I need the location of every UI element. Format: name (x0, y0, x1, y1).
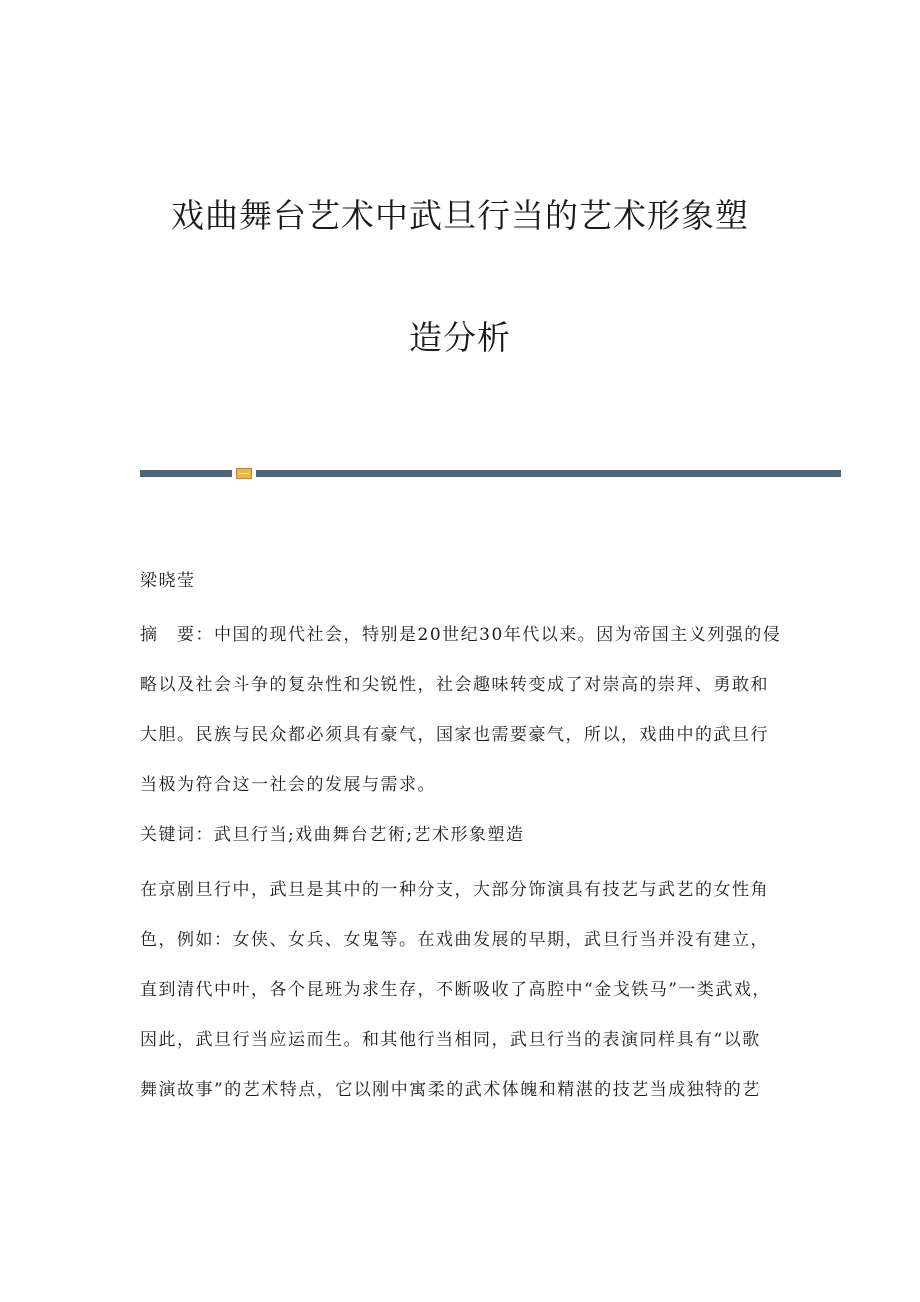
body-line: 因此，武旦行当应运而生。和其他行当相同，武旦行当的表演同样具有“以歌 (140, 1030, 761, 1050)
body-paragraph (140, 875, 780, 1125)
body-line: 在京剧旦行中，武旦是其中的一种分支，大部分饰演具有技艺与武艺的女性角 (140, 880, 769, 900)
abstract-line: 摘 要：中国的现代社会，特别是20世纪30年代以来。因为帝国主义列强的侵 (140, 625, 782, 645)
abstract-line: 大胆。民族与民众都必须具有豪气，国家也需要豪气，所以，戏曲中的武旦行 (140, 725, 769, 745)
document-title-line-2: 造分析 (409, 318, 511, 357)
body-line: 舞演故事”的艺术特点，它以刚中寓柔的武术体魄和精湛的技艺当成独特的艺 (140, 1080, 761, 1100)
author-name: 梁晓莹 (140, 571, 196, 591)
divider-ornament-icon (236, 468, 252, 479)
title-divider-right (256, 470, 841, 477)
body-line: 色，例如：女侠、女兵、女鬼等。在戏曲发展的早期，武旦行当并没有建立， (140, 930, 769, 950)
abstract-line: 略以及社会斗争的复杂性和尖锐性，社会趣味转变成了对崇高的崇拜、勇敢和 (140, 675, 769, 695)
keywords-line: 关键词：武旦行当;戏曲舞台艺術;艺术形象塑造 (140, 825, 525, 845)
title-divider-left (140, 470, 232, 477)
document-title-line-1: 戏曲舞台艺术中武旦行当的艺术形象塑 (171, 196, 749, 235)
abstract-line: 当极为符合这一社会的发展与需求。 (140, 775, 436, 795)
abstract-paragraph (140, 620, 780, 820)
body-line: 直到清代中叶，各个昆班为求生存，不断吸收了高腔中“金戈铁马”一类武戏， (140, 980, 771, 1000)
